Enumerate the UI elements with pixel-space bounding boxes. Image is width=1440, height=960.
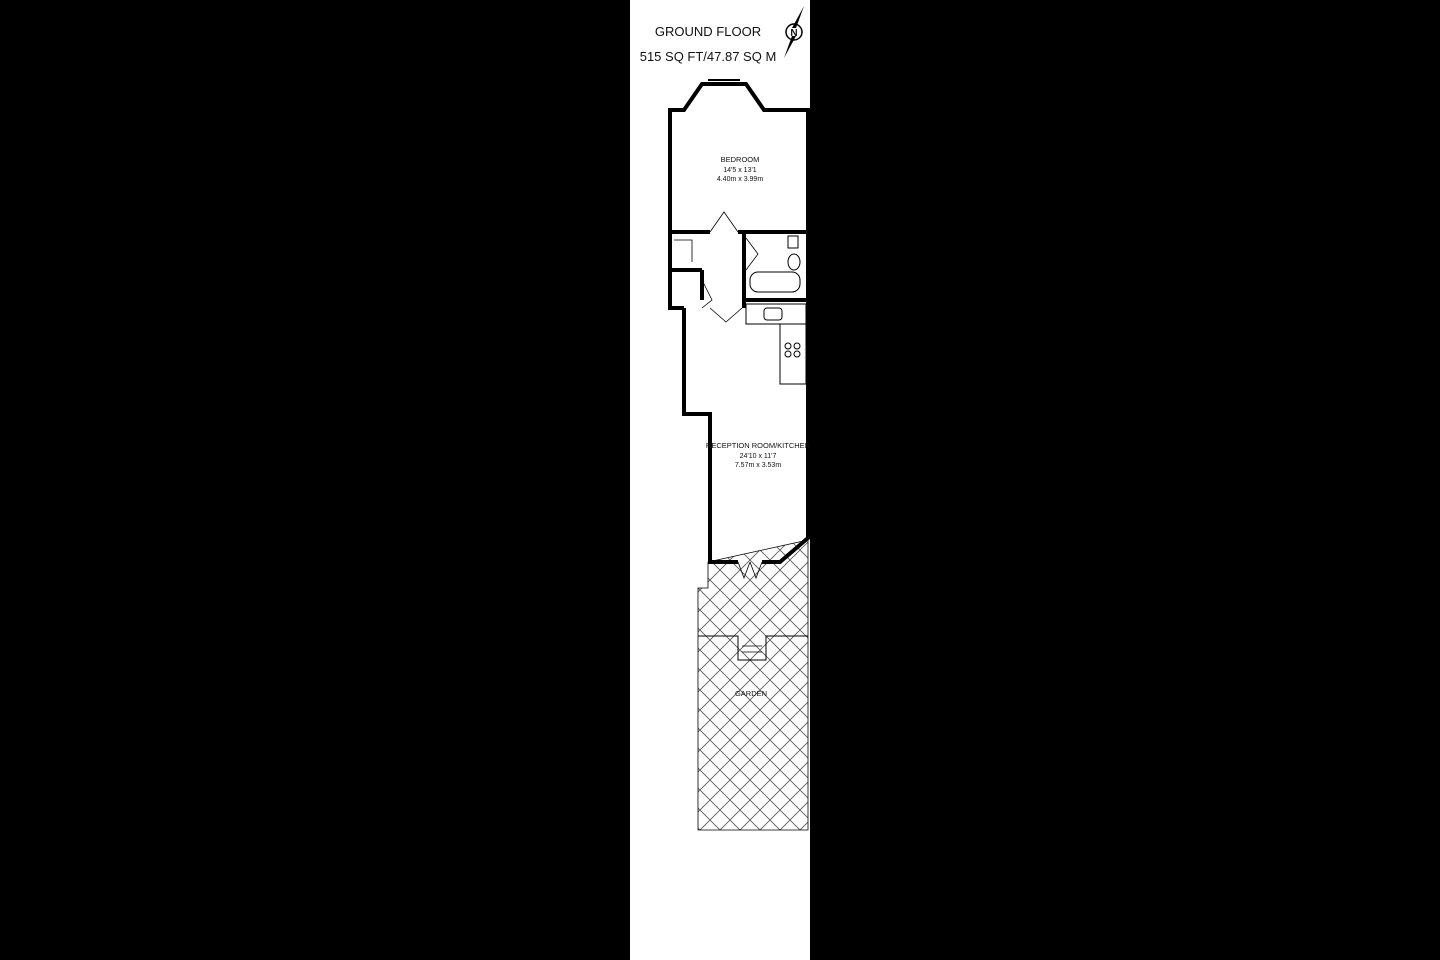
reception-imperial: 24'10 x 11'7 bbox=[739, 453, 777, 460]
kitchen-units bbox=[746, 304, 806, 384]
bedroom-metric: 4.40m x 3.99m bbox=[716, 176, 764, 183]
reception-walls bbox=[684, 300, 808, 562]
floor-plan-sheet bbox=[630, 0, 810, 960]
reception-name: RECEPTION ROOM/KITCHEN bbox=[705, 441, 810, 450]
bathroom-fixtures bbox=[744, 236, 800, 292]
floor-area: 515 SQ FT/47.87 SQ M bbox=[639, 49, 777, 64]
north-arrow-icon bbox=[784, 6, 804, 58]
bedroom-name: BEDROOM bbox=[720, 155, 760, 164]
bedroom-imperial: 14'5 x 13'1 bbox=[723, 167, 757, 174]
garden-name: GARDEN bbox=[734, 689, 768, 698]
floor-plan-diagram bbox=[630, 0, 810, 960]
compass-letter: N bbox=[790, 28, 798, 39]
reception-metric: 7.57m x 3.53m bbox=[734, 462, 782, 469]
floor-title: GROUND FLOOR bbox=[654, 24, 762, 39]
hall-walls bbox=[670, 232, 808, 410]
door-swings bbox=[674, 212, 762, 578]
garden-area bbox=[698, 540, 808, 830]
